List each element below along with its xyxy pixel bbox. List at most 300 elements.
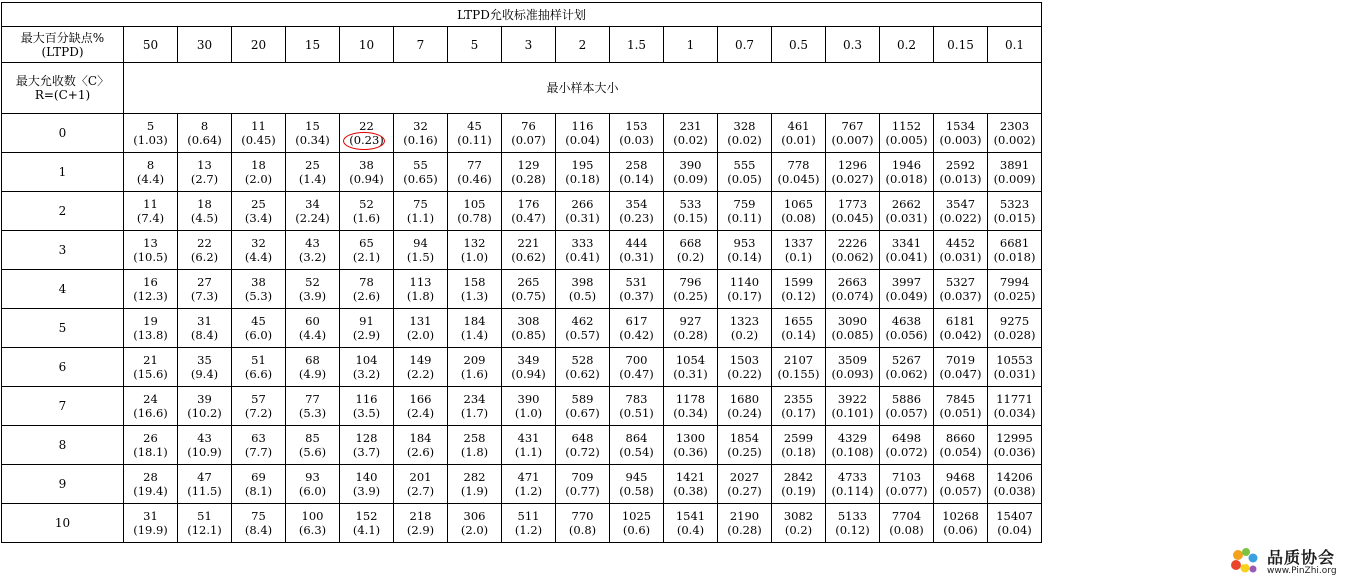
sample-size-cell	[718, 309, 772, 348]
aql-value: (1.1)	[406, 211, 435, 225]
aql-value: (0.23)	[349, 133, 384, 147]
aql-value: (0.034)	[993, 406, 1036, 420]
ltpd-value-header: 20	[232, 27, 286, 63]
sample-size-value: 221	[517, 236, 540, 250]
aql-value: (0.85)	[511, 328, 546, 342]
ltpd-value-header: 0.1	[988, 27, 1042, 63]
aql-value: (0.31)	[565, 211, 600, 225]
sample-size-value: 6498	[891, 431, 922, 445]
sample-size-value: 6181	[945, 314, 976, 328]
aql-value: (0.022)	[939, 211, 982, 225]
sample-size-value: 52	[359, 197, 374, 211]
sample-size-value: 7103	[891, 470, 922, 484]
aql-value: (4.9)	[298, 367, 327, 381]
aql-value: (0.12)	[835, 523, 870, 537]
aql-value: (0.12)	[781, 289, 816, 303]
sample-size-value: 1140	[729, 275, 760, 289]
aql-value: (0.34)	[673, 406, 708, 420]
sample-size-cell	[934, 465, 988, 504]
sample-size-value: 18	[197, 197, 212, 211]
aql-value: (1.9)	[460, 484, 489, 498]
sample-size-value: 201	[409, 470, 432, 484]
sample-size-cell	[556, 465, 610, 504]
sample-size-value: 9468	[945, 470, 976, 484]
ltpd-value-header: 1	[664, 27, 718, 63]
aql-value: (0.62)	[511, 250, 546, 264]
aql-value: (5.3)	[244, 289, 273, 303]
aql-value: (3.5)	[352, 406, 381, 420]
sample-size-cell	[718, 465, 772, 504]
aql-value: (0.018)	[885, 172, 928, 186]
sample-size-cell	[340, 504, 394, 543]
sample-size-cell	[772, 114, 826, 153]
aql-value: (0.11)	[457, 133, 492, 147]
sample-size-value: 1503	[729, 353, 760, 367]
aql-value: (0.056)	[885, 328, 928, 342]
acceptance-number-header-label: 最大允收数〈C〉 R=(C+1)	[2, 63, 124, 114]
sample-size-cell	[880, 270, 934, 309]
sample-size-value: 234	[463, 392, 486, 406]
aql-value: (0.07)	[511, 133, 546, 147]
aql-value: (0.074)	[831, 289, 874, 303]
sample-size-cell	[772, 387, 826, 426]
sample-size-value: 1946	[891, 158, 922, 172]
sample-size-value: 45	[467, 119, 482, 133]
sample-size-value: 11	[251, 119, 266, 133]
sample-size-cell	[610, 465, 664, 504]
aql-value: (0.018)	[993, 250, 1036, 264]
sample-size-cell	[178, 309, 232, 348]
ltpd-value-header: 30	[178, 27, 232, 63]
aql-value: (3.2)	[352, 367, 381, 381]
sample-size-value: 2303	[999, 119, 1030, 133]
sample-size-value: 1054	[675, 353, 706, 367]
aql-value: (0.045)	[831, 211, 874, 225]
sample-size-value: 94	[413, 236, 428, 250]
aql-value: (6.0)	[298, 484, 327, 498]
sample-size-value: 2663	[837, 275, 868, 289]
acceptance-number-cell: 3	[2, 231, 124, 270]
sample-size-cell	[880, 465, 934, 504]
sample-size-value: 1025	[621, 509, 652, 523]
sample-size-cell	[664, 114, 718, 153]
sample-size-value: 328	[733, 119, 756, 133]
aql-value: (0.072)	[885, 445, 928, 459]
sample-size-value: 1296	[837, 158, 868, 172]
aql-value: (0.007)	[831, 133, 874, 147]
aql-value: (0.75)	[511, 289, 546, 303]
sample-size-value: 7994	[999, 275, 1030, 289]
sample-size-cell	[610, 387, 664, 426]
ltpd-value-header: 10	[340, 27, 394, 63]
aql-value: (13.8)	[133, 328, 168, 342]
sample-size-value: 8	[146, 158, 155, 172]
sample-size-cell	[772, 504, 826, 543]
sample-size-value: 6681	[999, 236, 1030, 250]
sample-size-value: 461	[787, 119, 810, 133]
sample-size-cell	[232, 270, 286, 309]
sample-size-cell	[178, 348, 232, 387]
sample-size-cell	[178, 114, 232, 153]
sample-size-cell	[394, 309, 448, 348]
sample-size-value: 4329	[837, 431, 868, 445]
sample-size-value: 3509	[837, 353, 868, 367]
sample-size-cell	[340, 231, 394, 270]
aql-value: (9.4)	[190, 367, 219, 381]
aql-value: (0.54)	[619, 445, 654, 459]
sample-size-cell	[178, 426, 232, 465]
aql-value: (0.2)	[784, 523, 813, 537]
sample-size-cell	[772, 309, 826, 348]
sample-size-cell	[934, 231, 988, 270]
sample-size-cell	[556, 231, 610, 270]
sample-size-cell	[556, 153, 610, 192]
sample-size-value: 27	[197, 275, 212, 289]
sample-size-value: 8660	[945, 431, 976, 445]
aql-value: (0.94)	[349, 172, 384, 186]
sample-size-cell	[988, 309, 1042, 348]
sample-size-cell	[556, 387, 610, 426]
sample-size-cell	[880, 387, 934, 426]
ltpd-value-header: 0.7	[718, 27, 772, 63]
ltpd-value-header: 7	[394, 27, 448, 63]
aql-value: (0.04)	[997, 523, 1032, 537]
sample-size-cell	[556, 192, 610, 231]
aql-value: (0.028)	[993, 328, 1036, 342]
sample-size-value: 2599	[783, 431, 814, 445]
sample-size-value: 78	[359, 275, 374, 289]
aql-value: (0.17)	[727, 289, 762, 303]
sample-size-cell	[502, 465, 556, 504]
sample-size-cell	[502, 153, 556, 192]
aql-value: (7.7)	[244, 445, 273, 459]
sample-size-cell	[664, 426, 718, 465]
sample-size-cell	[340, 309, 394, 348]
sample-size-value: 11771	[996, 392, 1033, 406]
sample-size-cell	[880, 192, 934, 231]
table-row	[2, 348, 1042, 387]
sample-size-value: 43	[197, 431, 212, 445]
sample-size-cell	[664, 387, 718, 426]
aql-value: (15.6)	[133, 367, 168, 381]
aql-value: (6.6)	[244, 367, 273, 381]
sample-size-cell	[556, 309, 610, 348]
sample-size-cell	[988, 153, 1042, 192]
sample-size-value: 2027	[729, 470, 760, 484]
aql-value: (0.114)	[831, 484, 874, 498]
sample-size-cell	[664, 192, 718, 231]
sample-size-value: 18	[251, 158, 266, 172]
sample-size-value: 778	[787, 158, 810, 172]
aql-value: (0.15)	[673, 211, 708, 225]
sample-size-value: 32	[251, 236, 266, 250]
aql-value: (4.4)	[136, 172, 165, 186]
sample-size-value: 258	[625, 158, 648, 172]
sample-size-value: 25	[305, 158, 320, 172]
aql-value: (0.054)	[939, 445, 982, 459]
aql-value: (0.45)	[241, 133, 276, 147]
sample-size-cell	[826, 153, 880, 192]
sample-size-cell	[934, 387, 988, 426]
sample-size-value: 555	[733, 158, 756, 172]
aql-value: (0.16)	[403, 133, 438, 147]
sample-size-value: 38	[359, 158, 374, 172]
sample-size-cell	[988, 192, 1042, 231]
sample-size-cell	[988, 426, 1042, 465]
sample-size-value: 945	[625, 470, 648, 484]
aql-value: (0.72)	[565, 445, 600, 459]
sample-size-cell	[340, 192, 394, 231]
sample-size-cell	[718, 231, 772, 270]
aql-value: (0.093)	[831, 367, 874, 381]
sample-size-value: 3341	[891, 236, 922, 250]
sample-size-cell	[448, 114, 502, 153]
sample-size-value: 431	[517, 431, 540, 445]
sample-size-cell	[340, 114, 394, 153]
sample-size-cell	[232, 231, 286, 270]
aql-value: (0.09)	[673, 172, 708, 186]
sample-size-value: 60	[305, 314, 320, 328]
sample-size-value: 39	[197, 392, 212, 406]
sample-size-cell	[394, 465, 448, 504]
aql-value: (2.9)	[406, 523, 435, 537]
sample-size-cell	[934, 153, 988, 192]
sample-size-cell	[988, 348, 1042, 387]
sample-size-cell	[448, 387, 502, 426]
aql-value: (0.057)	[885, 406, 928, 420]
sample-size-value: 767	[841, 119, 864, 133]
sample-size-value: 231	[679, 119, 702, 133]
ltpd-value-header: 3	[502, 27, 556, 63]
aql-value: (1.0)	[514, 406, 543, 420]
aql-value: (0.003)	[939, 133, 982, 147]
sample-size-cell	[772, 192, 826, 231]
sample-size-cell	[718, 153, 772, 192]
sample-size-cell	[988, 504, 1042, 543]
sample-size-cell	[394, 270, 448, 309]
sample-size-value: 1534	[945, 119, 976, 133]
sample-size-value: 5323	[999, 197, 1030, 211]
sample-size-cell	[664, 465, 718, 504]
sample-size-value: 783	[625, 392, 648, 406]
aql-value: (0.08)	[781, 211, 816, 225]
aql-value: (1.1)	[514, 445, 543, 459]
ltpd-value-header: 0.15	[934, 27, 988, 63]
sample-size-value: 864	[625, 431, 648, 445]
sample-size-value: 10268	[942, 509, 979, 523]
sample-size-value: 390	[679, 158, 702, 172]
aql-value: (8.4)	[190, 328, 219, 342]
sample-size-cell	[610, 309, 664, 348]
aql-value: (0.67)	[565, 406, 600, 420]
sample-size-cell	[502, 426, 556, 465]
aql-value: (0.46)	[457, 172, 492, 186]
sample-size-cell	[340, 270, 394, 309]
sample-size-cell	[124, 504, 178, 543]
sample-size-value: 3922	[837, 392, 868, 406]
aql-value: (4.4)	[298, 328, 327, 342]
sample-size-value: 43	[305, 236, 320, 250]
sample-size-cell	[178, 465, 232, 504]
sample-size-value: 1680	[729, 392, 760, 406]
sample-size-cell	[826, 465, 880, 504]
aql-value: (2.9)	[352, 328, 381, 342]
sample-size-cell	[340, 348, 394, 387]
sample-size-value: 34	[305, 197, 320, 211]
sample-size-cell	[826, 192, 880, 231]
sample-size-cell	[934, 348, 988, 387]
aql-value: (0.25)	[727, 445, 762, 459]
sample-size-cell	[178, 192, 232, 231]
sample-size-cell	[772, 231, 826, 270]
sample-size-value: 13	[143, 236, 158, 250]
aql-value: (0.036)	[993, 445, 1036, 459]
sample-size-value: 1541	[675, 509, 706, 523]
aql-value: (0.02)	[673, 133, 708, 147]
sample-size-value: 55	[413, 158, 428, 172]
aql-value: (10.5)	[133, 250, 168, 264]
sample-size-cell	[232, 504, 286, 543]
sample-size-value: 75	[413, 197, 428, 211]
sample-size-value: 1323	[729, 314, 760, 328]
sample-size-value: 209	[463, 353, 486, 367]
sample-size-cell	[826, 504, 880, 543]
sample-size-value: 265	[517, 275, 540, 289]
sample-size-value: 1854	[729, 431, 760, 445]
aql-value: (1.4)	[460, 328, 489, 342]
aql-value: (0.94)	[511, 367, 546, 381]
ltpd-value-header: 5	[448, 27, 502, 63]
sample-size-cell	[664, 270, 718, 309]
ltpd-value-header: 0.3	[826, 27, 880, 63]
sample-size-cell	[124, 426, 178, 465]
sample-size-cell	[340, 153, 394, 192]
sample-size-cell	[880, 309, 934, 348]
ltpd-value-header: 0.5	[772, 27, 826, 63]
aql-value: (1.2)	[514, 523, 543, 537]
sample-size-value: 35	[197, 353, 212, 367]
pinzhi-watermark	[1227, 544, 1347, 580]
sample-size-value: 349	[517, 353, 540, 367]
sample-size-value: 149	[409, 353, 432, 367]
table-title: LTPD允收标准抽样计划	[2, 3, 1042, 27]
sample-size-value: 85	[305, 431, 320, 445]
aql-value: (0.025)	[993, 289, 1036, 303]
sample-size-cell	[448, 465, 502, 504]
sample-size-cell	[124, 387, 178, 426]
aql-value: (0.27)	[727, 484, 762, 498]
aql-value: (0.47)	[511, 211, 546, 225]
aql-value: (0.027)	[831, 172, 874, 186]
table-row	[2, 270, 1042, 309]
sample-size-value: 3547	[945, 197, 976, 211]
sample-size-value: 51	[251, 353, 266, 367]
aql-value: (0.015)	[993, 211, 1036, 225]
sample-size-cell	[934, 192, 988, 231]
aql-value: (1.5)	[406, 250, 435, 264]
aql-value: (0.17)	[781, 406, 816, 420]
aql-value: (0.049)	[885, 289, 928, 303]
sample-size-value: 2190	[729, 509, 760, 523]
sample-size-value: 5886	[891, 392, 922, 406]
sample-size-value: 21	[143, 353, 158, 367]
sample-size-cell	[610, 348, 664, 387]
sample-size-cell	[232, 309, 286, 348]
aql-value: (0.005)	[885, 133, 928, 147]
sample-size-cell	[178, 387, 232, 426]
acceptance-number-cell: 6	[2, 348, 124, 387]
sample-size-value: 531	[625, 275, 648, 289]
sample-size-value: 3082	[783, 509, 814, 523]
sample-size-value: 104	[355, 353, 378, 367]
aql-value: (3.9)	[298, 289, 327, 303]
sample-size-cell	[124, 192, 178, 231]
acceptance-number-cell: 8	[2, 426, 124, 465]
sample-size-value: 4733	[837, 470, 868, 484]
sample-size-cell	[880, 114, 934, 153]
aql-value: (0.031)	[939, 250, 982, 264]
sample-size-cell	[286, 504, 340, 543]
sample-size-value: 132	[463, 236, 486, 250]
aql-value: (0.57)	[565, 328, 600, 342]
sample-size-cell	[340, 426, 394, 465]
sample-size-value: 333	[571, 236, 594, 250]
sample-size-cell	[232, 465, 286, 504]
aql-value: (8.4)	[244, 523, 273, 537]
sample-size-value: 77	[305, 392, 320, 406]
sample-size-cell	[988, 231, 1042, 270]
sample-size-value: 93	[305, 470, 320, 484]
sample-size-cell	[610, 231, 664, 270]
aql-value: (0.038)	[993, 484, 1036, 498]
aql-value: (0.78)	[457, 211, 492, 225]
sample-size-value: 31	[143, 509, 158, 523]
aql-value: (0.77)	[565, 484, 600, 498]
aql-value: (2.6)	[406, 445, 435, 459]
sample-size-value: 16	[143, 275, 158, 289]
sample-size-cell	[772, 270, 826, 309]
sample-size-value: 1599	[783, 275, 814, 289]
sample-size-cell	[988, 270, 1042, 309]
sample-size-value: 2226	[837, 236, 868, 250]
aql-value: (0.02)	[727, 133, 762, 147]
sample-size-value: 4452	[945, 236, 976, 250]
table-row	[2, 387, 1042, 426]
sample-size-cell	[394, 426, 448, 465]
sample-size-value: 668	[679, 236, 702, 250]
sample-size-value: 2107	[783, 353, 814, 367]
aql-value: (11.5)	[187, 484, 222, 498]
sample-size-cell	[340, 387, 394, 426]
aql-value: (0.4)	[676, 523, 705, 537]
aql-value: (3.7)	[352, 445, 381, 459]
sample-size-value: 5133	[837, 509, 868, 523]
sample-size-value: 308	[517, 314, 540, 328]
sample-size-value: 1300	[675, 431, 706, 445]
aql-value: (7.4)	[136, 211, 165, 225]
sample-size-cell	[502, 231, 556, 270]
sample-size-cell	[502, 348, 556, 387]
sample-size-cell	[772, 348, 826, 387]
aql-value: (0.041)	[885, 250, 928, 264]
sample-size-value: 51	[197, 509, 212, 523]
flower-logo-icon	[1227, 546, 1263, 578]
aql-value: (0.31)	[619, 250, 654, 264]
sample-size-value: 2592	[945, 158, 976, 172]
table-row	[2, 114, 1042, 153]
aql-value: (0.31)	[673, 367, 708, 381]
aql-value: (0.009)	[993, 172, 1036, 186]
